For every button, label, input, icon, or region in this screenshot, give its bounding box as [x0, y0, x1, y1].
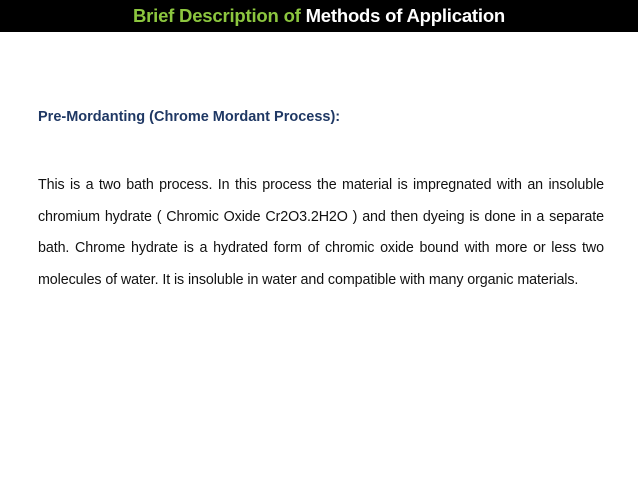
section-heading: Pre-Mordanting (Chrome Mordant Process): — [38, 109, 341, 125]
title-bar — [0, 0, 638, 32]
title-highlight: Brief Description of — [132, 5, 301, 26]
title-main: Methods of Application — [305, 5, 506, 26]
body-paragraph: This is a two bath process. In this process the material is impregnated with an insoluble chromium hydrate ( Chromic Oxide Cr2O3.2H2O ) and then dyeing is done in a separate bath. Chrome hydrate is a hydrated form of chromic oxide bound with more or less two molecules of water. It is insoluble in water and compatible with many organic materials. — [38, 177, 604, 288]
page-title — [133, 0, 505, 32]
